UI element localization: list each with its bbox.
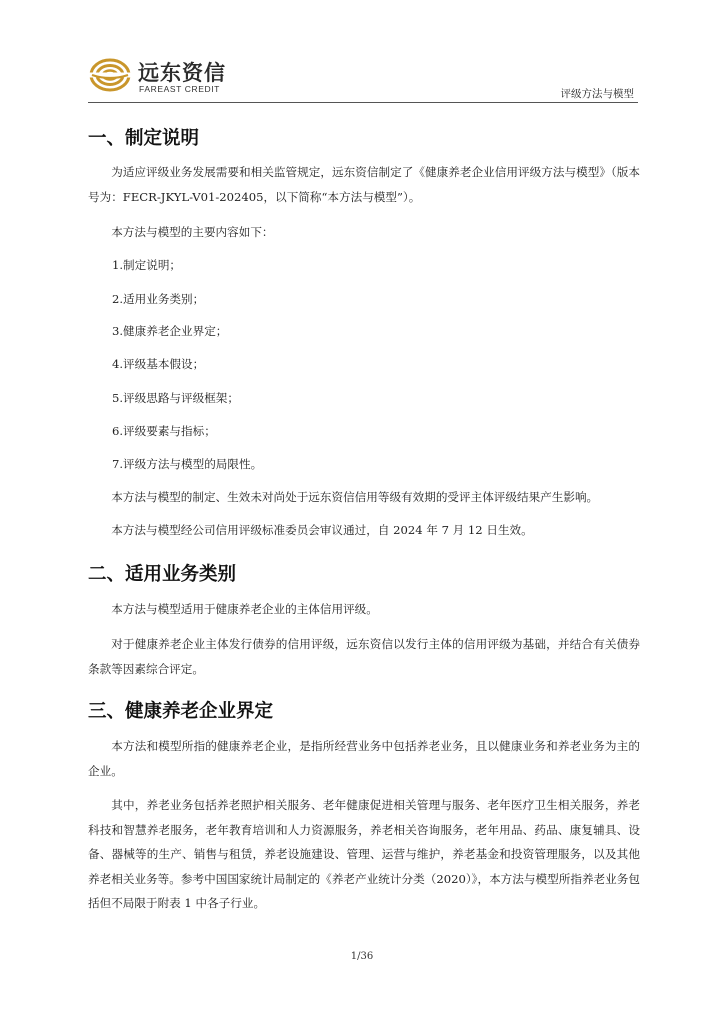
company-logo [88,55,268,97]
contents-item: 2.适用业务类别； [112,292,205,306]
page-number: 1/36 [350,951,374,962]
section-3-business-scope: 其中，养老业务包括养老照护相关服务、老年健康促进相关管理与服务、老年医疗卫生相关服务，养老科技和智慧养老服务，老年教育培训和人力资源服务，养老相关咨询服务，老年用品、药品、康复辅具、设备、器械等的生产、销售与租赁，养老设施建设、管理、运营与维护，养老基金和投资管理服务，以及其他养老相关业务等。参考中国国家统计局制定的《养老产业统计分类（2020）》，本方法与模型所指养老业务包括但不局限于附表 1 中各子行业。 [88,798,640,910]
section-1-effective-date: 本方法与模型经公司信用评级标准委员会审议通过，自 2024 年 7 月 12 日生效。 [111,523,533,537]
section-2-scope: 本方法与模型适用于健康养老企业的主体信用评级。 [111,602,378,616]
section-3-definition: 本方法和模型所指的健康养老企业，是指所经营业务中包括养老业务，且以健康业务和养老业务为主的企业。 [88,739,640,778]
contents-item: 1.制定说明； [112,258,182,272]
contents-item: 5.评级思路与评级框架； [112,391,239,405]
contents-item: 3.健康养老企业界定； [112,324,228,338]
header-divider [88,102,638,103]
fareast-logo-icon [88,55,134,95]
section-2-title: 二、适用业务类别 [88,564,237,585]
contents-item: 4.评级基本假设； [112,357,205,371]
logo-english-name: FAREAST CREDIT [139,84,220,94]
section-1-effect-note: 本方法与模型的制定、生效未对尚处于远东资信信用等级有效期的受评主体评级结果产生影响。 [111,490,599,504]
section-3-title: 三、健康养老企业界定 [88,701,274,722]
contents-item: 6.评级要素与指标； [112,424,216,438]
contents-item: 7.评级方法与模型的局限性。 [112,457,263,471]
section-1-intro: 为适应评级业务发展需要和相关监管规定，远东资信制定了《健康养老企业信用评级方法与模型》（版本号为：FECR-JKYL-V01-202405，以下简称“本方法与模型”）。 [88,165,640,204]
section-2-bond-rating: 对于健康养老企业主体发行债券的信用评级，远东资信以发行主体的信用评级为基础，并结合有关债券条款等因素综合评定。 [88,637,640,676]
section-1-title: 一、制定说明 [88,128,200,149]
section-1-contents-lead: 本方法与模型的主要内容如下： [111,225,274,239]
logo-chinese-name: 远东资信 [138,61,226,85]
header-doc-title: 评级方法与模型 [560,88,634,100]
